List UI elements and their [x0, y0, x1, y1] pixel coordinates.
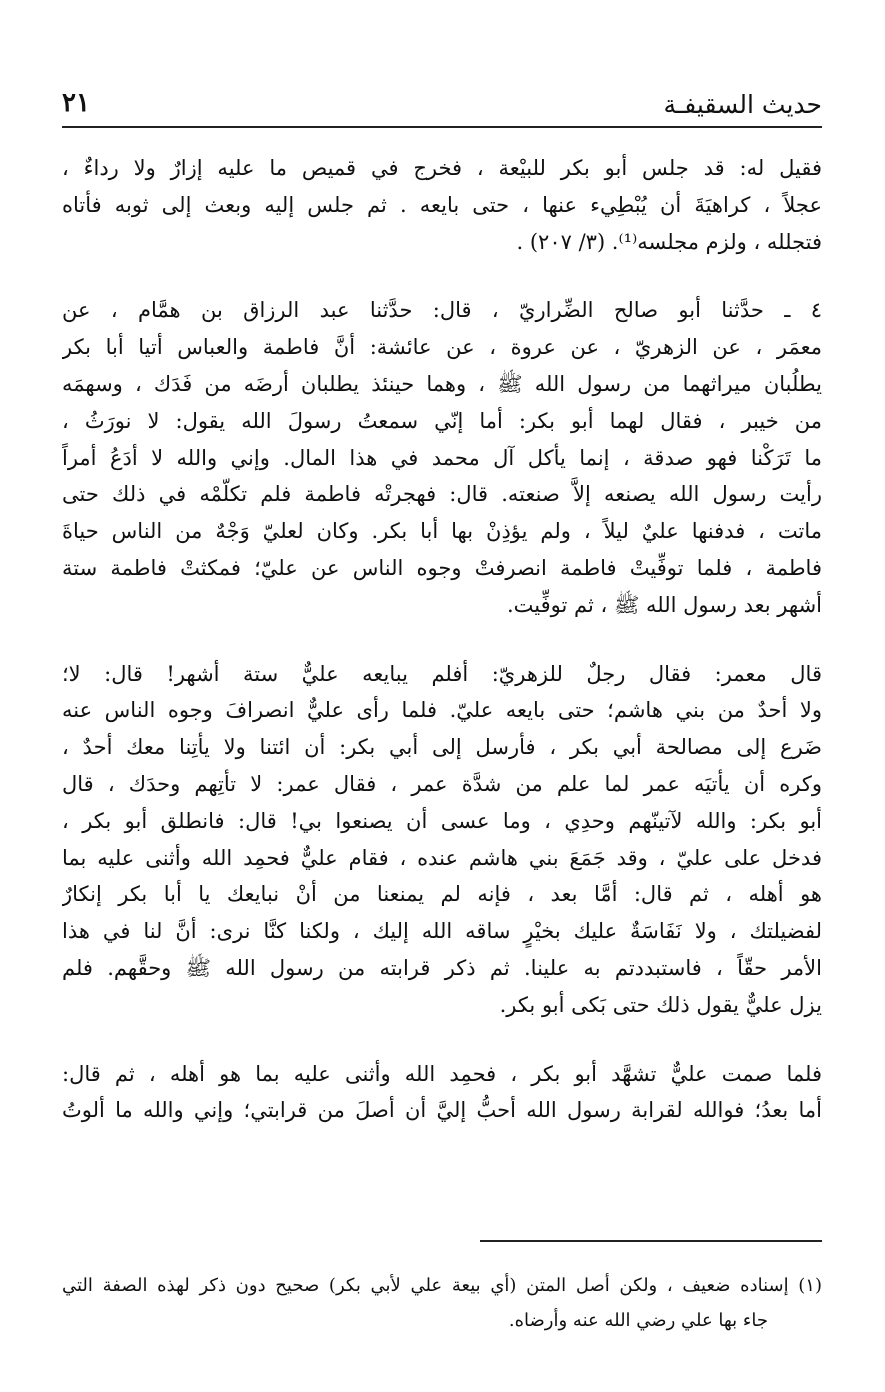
text-line: يزل عليٌّ يقول ذلك حتى بَكى أبو بكر. [499, 992, 822, 1017]
text-line: فتجلله ، ولزم مجلسه⁽¹⁾. (٣/ ٢٠٧) . [516, 229, 822, 254]
text-line: أما بعدُ؛ فوالله لقرابة رسول الله أحبُّ إليَّ أن أصلَ من قرابتي؛ وإني والله ما ألوتُ [62, 1098, 822, 1123]
text-line: ضَرع إلى مصالحة أبي بكر ، فأرسل إلى أبي بكر: أن ائتنا ولا يأتِنا معك أحدٌ ، [62, 735, 822, 760]
paragraph-gap [62, 260, 822, 292]
text-line: فاطمة ، فلما توفِّيتْ فاطمة انصرفتْ وجوه الناس عن عليّ؛ فمكثتْ فاطمة ستة [62, 555, 822, 580]
text-line: عجلاً ، كراهيَةَ أن يُبْطِيء عنها ، حتى بايعه . ثم جلس إليه وبعث إلى ثوبه فأتاه [62, 192, 822, 217]
text-line: قال معمر: فقال رجلٌ للزهريّ: أفلم يبايعه عليٌّ ستة أشهر! قال: لا؛ [62, 661, 822, 686]
text-line: فلما صمت عليٌّ تشهَّد أبو بكر ، فحمِد الله وأثنى عليه بما هو أهله ، ثم قال: [62, 1061, 822, 1086]
paragraph-3 [62, 656, 822, 1024]
text-line: وكره أن يأتيَه عمر لما علم من شدَّة عمر ، فقال عمر: لا تأتِهم وحدَك ، قال [62, 771, 822, 796]
page-number: ٢١ [62, 88, 90, 118]
page-header [62, 82, 822, 126]
text-line: رأيت رسول الله يصنعه إلاَّ صنعته. قال: فهجرتْه فاطمة فلم تكلّمْه في ذلك حتى [62, 482, 822, 507]
text-line: الأمر حقّاً ، فاستبددتم به علينا. ثم ذكر قرابته من رسول الله ﷺ وحقَّهم. فلم [62, 955, 822, 980]
footnotes [62, 1268, 822, 1338]
text-line: معمَر ، عن الزهريّ ، عن عروة ، عن عائشة: أنَّ فاطمة والعباس أتيا أبا بكر [62, 335, 822, 360]
paragraph-gap [62, 1024, 822, 1056]
text-line: فدخل على عليّ ، وقد جَمَعَ بني هاشم عنده ، فقام عليٌّ فحمِد الله وأثنى عليه بما [62, 845, 822, 870]
footnote-line: (١) إسناده ضعيف ، ولكن أصل المتن (أي بيعة علي لأبي بكر) صحيح دون ذكر لهذه الصفة التي [62, 1275, 822, 1296]
text-line: ماتت ، فدفنها عليٌ ليلاً ، ولم يؤذِنْ بها أبا بكر. وكان لعليّ وَجْهٌ من الناس حياةَ [62, 519, 822, 544]
paragraph-gap [62, 624, 822, 656]
footnote-separator [480, 1240, 822, 1242]
text-line: من خيبر ، فقال لهما أبو بكر: أما إنّي سمعتُ رسولَ الله يقول: لا نورَثُ ، [62, 408, 822, 433]
footnote-line: جاء بها علي رضي الله عنه وأرضاه. [508, 1310, 768, 1331]
paragraph-1 [62, 150, 822, 260]
text-line: لفضيلتك ، ولا نَفَاسَةٌ عليك بخيْرٍ ساقه الله إليك ، ولكنا كنَّا نرى: أنَّ لنا في هذا [62, 919, 822, 944]
text-line: ولا أحدٌ من بني هاشم؛ حتى بايعه عليّ. فلما رأى عليٌّ انصرافَ وجوه الناس عنه [62, 698, 822, 723]
text-line: أشهر بعد رسول الله ﷺ ، ثم توفِّيت. [506, 592, 822, 617]
paragraph-4 [62, 1056, 822, 1130]
text-line: يطلُبان ميراثهما من رسول الله ﷺ ، وهما حينئذ يطلبان أرضَه من فَدَك ، وسهمَه [62, 371, 822, 396]
text-line: هو أهله ، ثم قال: أمَّا بعد ، فإنه لم يمنعنا من أنْ نبايعك يا أبا بكر إنكارٌ [62, 882, 822, 907]
text-line: ما تَرَكْنا فهو صدقة ، إنما يأكل آل محمد في هذا المال. وإني والله لا أدَعُ أمراً [62, 445, 822, 470]
running-title: حديث السقيفـة [663, 90, 822, 119]
text-line: فقيل له: قد جلس أبو بكر للبيْعة ، فخرج في قميص ما عليه إزارٌ ولا رداءٌ ، [62, 156, 822, 180]
paragraph-2 [62, 292, 822, 623]
main-text [62, 150, 822, 1129]
text-line: أبو بكر: والله لآتينّهم وحدِي ، وما عسى أن يصنعوا بي! قال: فانطلق أبو بكر ، [62, 808, 822, 833]
header-rule [62, 126, 822, 128]
text-line: ٤ ـ حدَّثنا أبو صالح الضِّراريّ ، قال: حدَّثنا عبد الرزاق بن همَّام ، عن [62, 298, 822, 323]
